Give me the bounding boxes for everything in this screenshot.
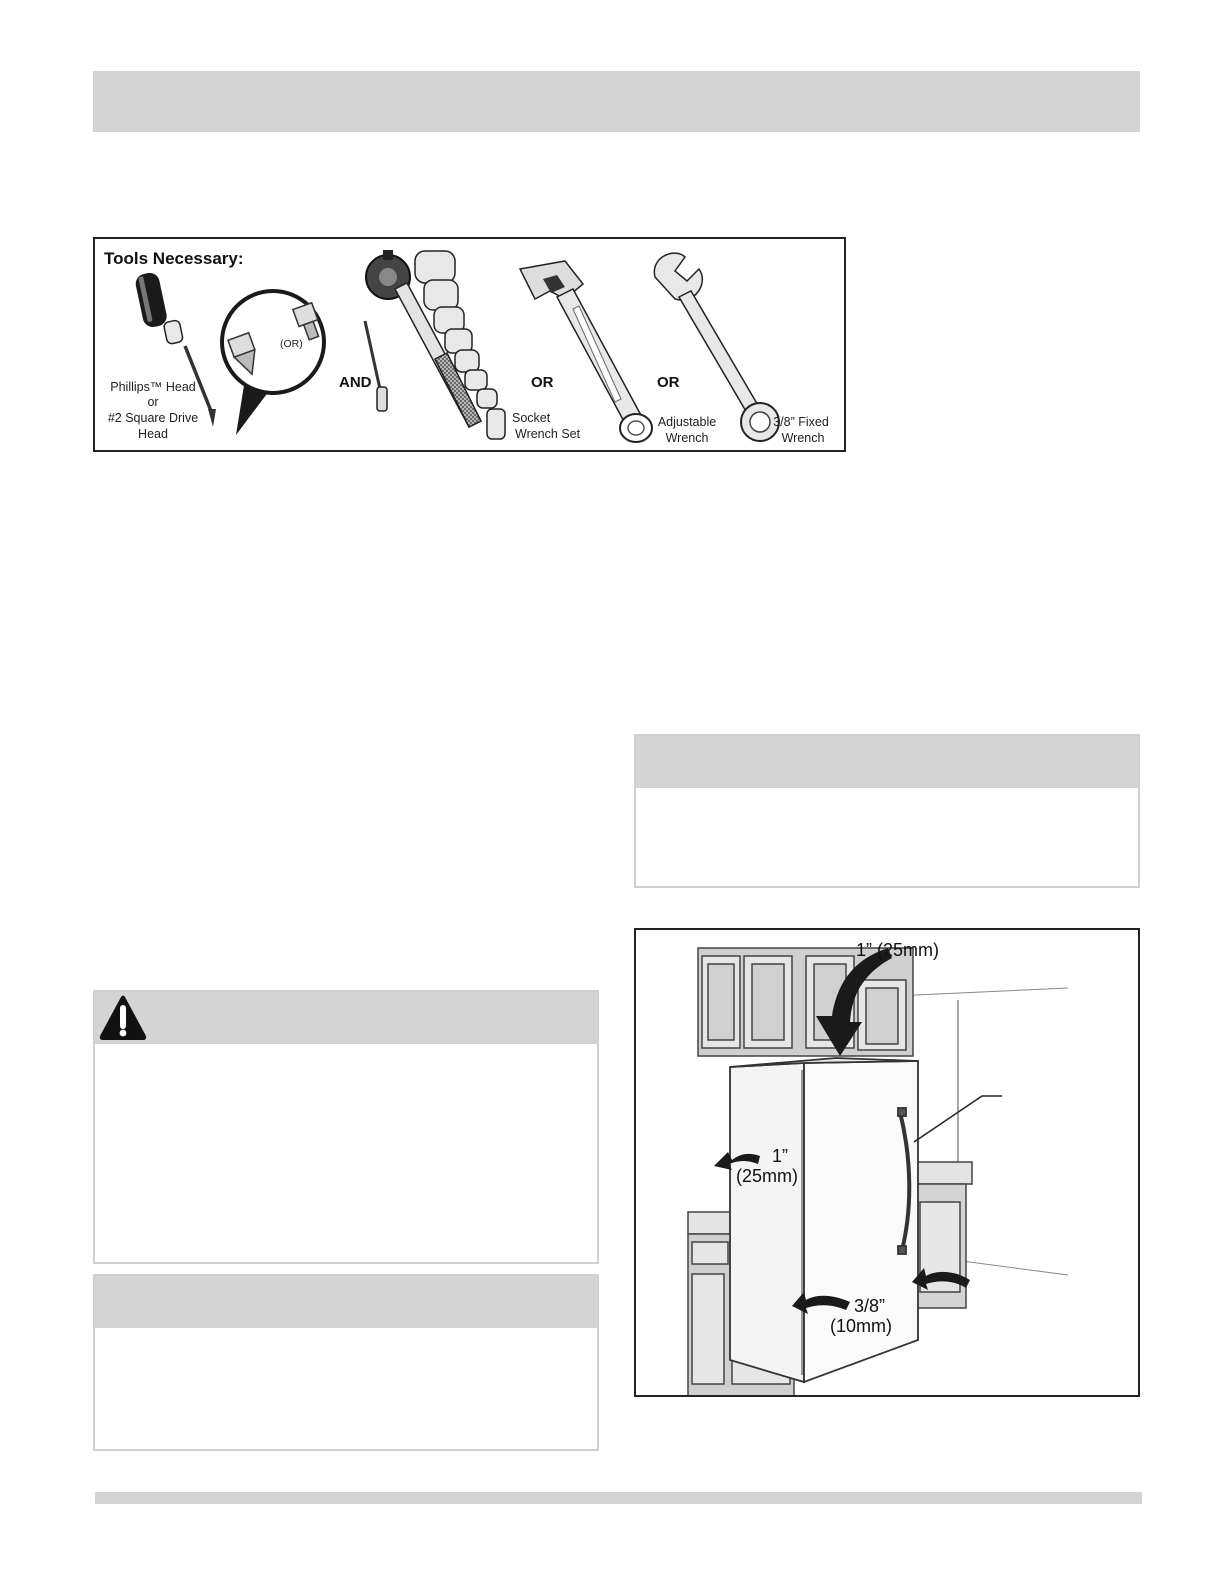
screwdriver-icon <box>134 271 216 427</box>
hinge-clearance-value: 3/8” <box>854 1296 886 1316</box>
svg-text:#2 Square Drive: #2 Square Drive <box>107 411 199 425</box>
header-bar <box>93 71 1140 132</box>
side-clearance-metric: (25mm) <box>736 1166 798 1186</box>
driver-bits-icon <box>222 291 324 435</box>
screwdriver-label <box>108 380 198 441</box>
adjustable-label <box>658 415 716 445</box>
footer-bar <box>95 1492 1142 1504</box>
top-clearance-label: 1” (25mm) <box>856 940 940 960</box>
svg-text:Wrench: Wrench <box>781 431 825 445</box>
fixed-label <box>773 415 829 445</box>
svg-text:Head: Head <box>138 427 168 441</box>
warning-box-header <box>95 992 597 1044</box>
side-clearance-value: 1” <box>772 1146 789 1166</box>
warning-triangle-icon <box>97 994 149 1042</box>
svg-text:or: or <box>147 395 159 409</box>
bits-or-label: (OR) <box>280 338 303 350</box>
tools-figure <box>93 237 846 452</box>
and-label: AND <box>339 374 372 391</box>
tools-title: Tools Necessary: <box>104 249 244 268</box>
svg-text:Adjustable: Adjustable <box>657 415 717 429</box>
svg-text:3/8” Fixed: 3/8” Fixed <box>773 415 829 429</box>
info-box-right-header <box>636 736 1138 788</box>
hinge-clearance-metric: (10mm) <box>830 1316 892 1336</box>
info-box-left <box>93 1274 599 1451</box>
warning-box <box>93 990 599 1264</box>
or-label-1: OR <box>531 374 554 391</box>
clearance-figure <box>634 928 1140 1397</box>
socket-label <box>512 411 581 441</box>
svg-text:Wrench Set: Wrench Set <box>515 427 581 441</box>
clearance-illustration <box>636 930 1138 1395</box>
info-box-right <box>634 734 1140 888</box>
or-label-2: OR <box>657 374 680 391</box>
svg-text:Wrench: Wrench <box>665 431 709 445</box>
svg-text:Socket: Socket <box>512 411 551 425</box>
svg-text:Phillips™ Head: Phillips™ Head <box>110 380 196 394</box>
tools-illustration <box>95 239 844 450</box>
info-box-left-header <box>95 1276 597 1328</box>
fixed-wrench-icon <box>654 253 779 441</box>
